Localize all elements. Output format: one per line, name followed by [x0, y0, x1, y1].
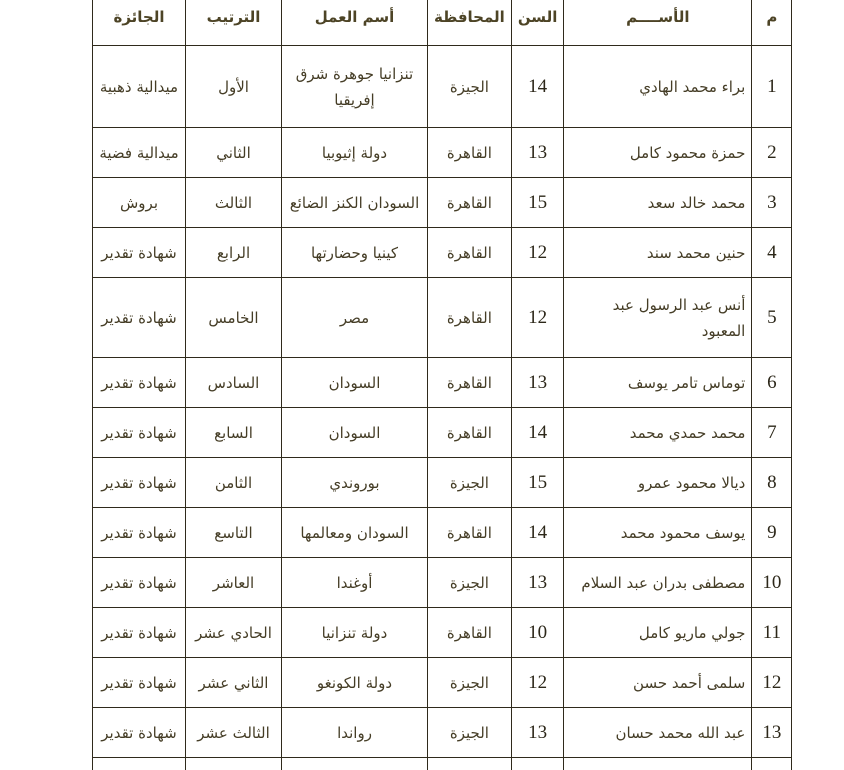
cell-age: 15: [511, 178, 564, 228]
table-row: [93, 358, 792, 408]
cell-name: سلمى أحمد حسن: [564, 658, 752, 708]
header-name: الأســــم: [564, 0, 752, 46]
cell-prize: [93, 758, 186, 770]
cell-prize: شهادة تقدير: [93, 558, 186, 608]
cell-age: 15: [511, 458, 564, 508]
cell-name: توماس تامر يوسف: [564, 358, 752, 408]
cell-num: 4: [752, 228, 792, 278]
cell-num: 5: [752, 278, 792, 358]
cell-prize: شهادة تقدير: [93, 358, 186, 408]
table-row: [93, 508, 792, 558]
cell-num: 10: [752, 558, 792, 608]
cell-work: بوروندي: [282, 458, 428, 508]
cell-rank: العاشر: [186, 558, 282, 608]
cell-name: حمزة محمود كامل: [564, 128, 752, 178]
cell-prize: شهادة تقدير: [93, 708, 186, 758]
cell-governorate: الجيزة: [428, 46, 512, 128]
cell-rank: الثاني: [186, 128, 282, 178]
table-row: [93, 46, 792, 128]
cell-work: السودان الكنز الضائع: [282, 178, 428, 228]
cell-work: تنزانيا جوهرة شرق إفريقيا: [282, 46, 428, 128]
cell-rank: الثاني عشر: [186, 658, 282, 708]
cell-work: السودان ومعالمها: [282, 508, 428, 558]
cell-prize: شهادة تقدير: [93, 278, 186, 358]
cell-rank: الرابع: [186, 228, 282, 278]
table-row: [93, 408, 792, 458]
cell-num: 2: [752, 128, 792, 178]
cell-prize: شهادة تقدير: [93, 508, 186, 558]
cell-governorate: القاهرة: [428, 178, 512, 228]
table-row: [93, 558, 792, 608]
cell-prize: شهادة تقدير: [93, 228, 186, 278]
cell-name: محمد حمدي محمد: [564, 408, 752, 458]
cell-work: [282, 758, 428, 770]
cell-governorate: القاهرة: [428, 408, 512, 458]
cell-age: 14: [511, 46, 564, 128]
cell-governorate: [428, 758, 512, 770]
table-row: [93, 178, 792, 228]
cell-governorate: القاهرة: [428, 508, 512, 558]
cell-num: 6: [752, 358, 792, 408]
cell-num: 7: [752, 408, 792, 458]
cell-age: 14: [511, 508, 564, 558]
cell-name: [564, 758, 752, 770]
cell-num: [752, 758, 792, 770]
cell-governorate: الجيزة: [428, 708, 512, 758]
cell-num: 11: [752, 608, 792, 658]
cell-rank: السادس: [186, 358, 282, 408]
cell-name: ديالا محمود عمرو: [564, 458, 752, 508]
cell-name: أنس عبد الرسول عبد المعبود: [564, 278, 752, 358]
cell-work: كينيا وحضارتها: [282, 228, 428, 278]
table-row: [93, 758, 792, 770]
cell-age: 12: [511, 228, 564, 278]
header-work: أسم العمل: [282, 0, 428, 46]
cell-prize: ميدالية ذهبية: [93, 46, 186, 128]
cell-age: 14: [511, 408, 564, 458]
cell-name: محمد خالد سعد: [564, 178, 752, 228]
cell-num: 3: [752, 178, 792, 228]
cell-work: مصر: [282, 278, 428, 358]
cell-rank: السابع: [186, 408, 282, 458]
cell-rank: الأول: [186, 46, 282, 128]
header-age: السن: [511, 0, 564, 46]
cell-num: 1: [752, 46, 792, 128]
cell-prize: شهادة تقدير: [93, 658, 186, 708]
cell-age: [511, 758, 564, 770]
cell-work: السودان: [282, 358, 428, 408]
cell-governorate: الجيزة: [428, 658, 512, 708]
cell-age: 13: [511, 128, 564, 178]
table-row: [93, 278, 792, 358]
cell-governorate: القاهرة: [428, 228, 512, 278]
header-prize: الجائزة: [93, 0, 186, 46]
header-num: م: [752, 0, 792, 46]
header-row: [93, 0, 792, 46]
table-row: [93, 128, 792, 178]
cell-num: 12: [752, 658, 792, 708]
table-row: [93, 658, 792, 708]
header-rank: الترتيب: [186, 0, 282, 46]
table-row: [93, 708, 792, 758]
cell-prize: شهادة تقدير: [93, 458, 186, 508]
cell-governorate: القاهرة: [428, 128, 512, 178]
results-table: [92, 0, 792, 770]
cell-age: 13: [511, 708, 564, 758]
cell-name: حنين محمد سند: [564, 228, 752, 278]
header-governorate: المحافظة: [428, 0, 512, 46]
cell-rank: الثالث عشر: [186, 708, 282, 758]
cell-age: 12: [511, 658, 564, 708]
cell-name: مصطفى بدران عبد السلام: [564, 558, 752, 608]
cell-age: 13: [511, 558, 564, 608]
cell-name: عبد الله محمد حسان: [564, 708, 752, 758]
cell-work: أوغندا: [282, 558, 428, 608]
cell-name: جولي ماريو كامل: [564, 608, 752, 658]
cell-governorate: القاهرة: [428, 358, 512, 408]
cell-age: 12: [511, 278, 564, 358]
cell-work: السودان: [282, 408, 428, 458]
cell-prize: شهادة تقدير: [93, 408, 186, 458]
cell-governorate: القاهرة: [428, 278, 512, 358]
cell-prize: بروش: [93, 178, 186, 228]
cell-rank: الثالث: [186, 178, 282, 228]
cell-prize: شهادة تقدير: [93, 608, 186, 658]
cell-work: دولة تنزانيا: [282, 608, 428, 658]
cell-rank: التاسع: [186, 508, 282, 558]
table-row: [93, 608, 792, 658]
cell-name: براء محمد الهادي: [564, 46, 752, 128]
cell-num: 9: [752, 508, 792, 558]
cell-name: يوسف محمود محمد: [564, 508, 752, 558]
cell-rank: الحادي عشر: [186, 608, 282, 658]
table-row: [93, 458, 792, 508]
cell-prize: ميدالية فضية: [93, 128, 186, 178]
cell-work: دولة إثيوبيا: [282, 128, 428, 178]
cell-num: 8: [752, 458, 792, 508]
cell-rank: [186, 758, 282, 770]
table-row: [93, 228, 792, 278]
cell-work: دولة الكونغو: [282, 658, 428, 708]
cell-age: 13: [511, 358, 564, 408]
cell-governorate: الجيزة: [428, 558, 512, 608]
cell-rank: الثامن: [186, 458, 282, 508]
cell-work: رواندا: [282, 708, 428, 758]
cell-age: 10: [511, 608, 564, 658]
cell-governorate: القاهرة: [428, 608, 512, 658]
cell-governorate: الجيزة: [428, 458, 512, 508]
cell-num: 13: [752, 708, 792, 758]
cell-rank: الخامس: [186, 278, 282, 358]
